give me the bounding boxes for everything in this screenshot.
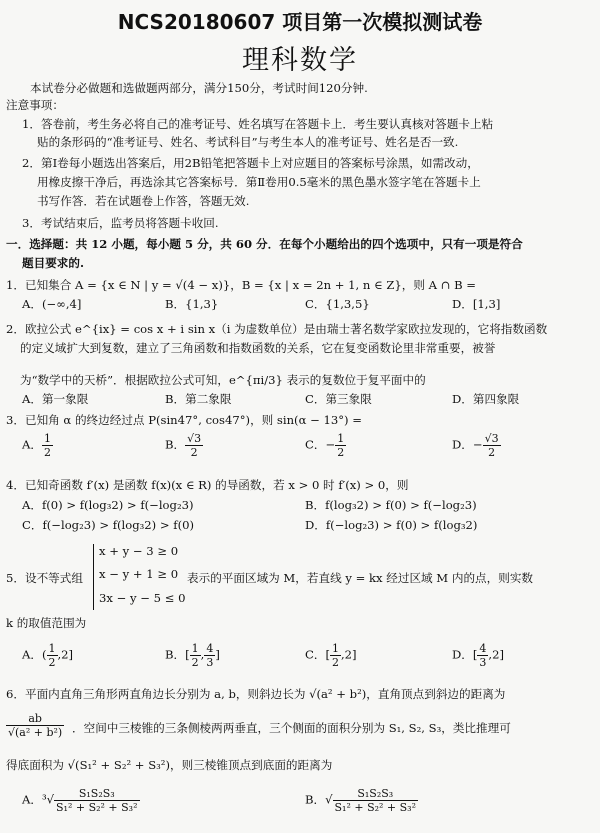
q5-option-c: C．[ $\frac{1}{2}$ ,2] — [305, 642, 357, 669]
q6-line: 得底面积为 √(S₁² + S₂² + S₃²)，则三棱锥顶点到底面的距离为 — [6, 758, 333, 772]
q6-option-a: A．³√ $\frac{\text{S₁S₂S₃}}{\text{S₁² + S₂² + S₃²}}$ — [22, 787, 138, 814]
intro-text: 本试卷分必做题和选做题两部分，满分150分，考试时间120分钟. — [30, 81, 368, 95]
q1-option-a: A．(−∞,4] — [22, 297, 82, 311]
section-heading-cont: 题目要求的. — [22, 256, 85, 270]
q5-inequality: x + y − 3 ≥ 0 — [99, 544, 179, 558]
notice-line: 2．第Ⅰ卷每小题选出答案后，用2B铅笔把答题卡上对应题目的答案标号涂黑，如需改动， — [22, 156, 479, 170]
q4-option-c: C．f(−log₂3) > f(log₃2) > f(0) — [22, 518, 195, 532]
q2-option-d: D．第四象限 — [452, 392, 520, 406]
notice-line: 书写作答．若在试题卷上作答，答题无效. — [37, 194, 250, 208]
q5-system-brace — [93, 544, 94, 610]
q5-option-a: A．( $\frac{1}{2}$ ,2] — [22, 642, 74, 669]
notice-line: 用橡皮擦干净后，再选涂其它答案标号．第Ⅱ卷用0.5毫米的黑色墨水签字笔在答题卡上 — [37, 175, 481, 189]
notice-line: 3．考试结束后，监考员将答题卡收回. — [22, 216, 219, 230]
notice-line: 贴的条形码的“准考证号、姓名、考试科目”与考生本人的准考证号、姓名是否一致. — [37, 135, 459, 149]
q1-option-c: C．{1,3,5} — [305, 297, 370, 311]
q5-option-b: B．[ $\frac{1}{2}$ , $\frac{4}{3}$ ] — [165, 642, 220, 669]
q2-option-b: B．第二象限 — [165, 392, 232, 406]
q6-line: 6．平面内直角三角形两直角边长分别为 a, b，则斜边长为 √(a² + b²)，直角顶点到斜边的距离为 — [6, 687, 506, 701]
q3-option-c: C．− $\frac{1}{2}$ — [305, 432, 345, 459]
q3-option-d: D．− $\frac{√3}{2}$ — [452, 432, 499, 459]
q5-inequality: 3x − y − 5 ≤ 0 — [99, 591, 186, 605]
q2-option-a: A．第一象限 — [22, 392, 89, 406]
q6-fraction: $\frac{ab}{\text{√(a² + b²)}}$ — [8, 712, 63, 739]
q6-line: ．空间中三棱锥的三条侧棱两两垂直，三个侧面的面积分别为 S₁, S₂, S₃，类比推理可 — [72, 721, 511, 735]
q2-line: 2．欧拉公式 e^{ix} = cos x + i sin x（i 为虚数单位）是由瑞士著名数学家欧拉发现的，它将指数函数 — [6, 322, 548, 336]
q1-option-b: B．{1,3} — [165, 297, 219, 311]
q4-stem: 4．已知奇函数 f′(x) 是函数 f(x)(x ∈ R) 的导函数，若 x > 0 时 f′(x) > 0，则 — [6, 478, 409, 492]
q5-suffix: 表示的平面区域为 M，若直线 y = kx 经过区域 M 内的点，则实数 — [187, 571, 534, 585]
q5-option-d: D．[ $\frac{4}{3}$ ,2] — [452, 642, 505, 669]
q3-option-b: B． $\frac{√3}{2}$ — [165, 432, 202, 459]
q1-stem: 1．已知集合 A = {x ∈ N | y = √(4 − x)}，B = {x | x = 2n + 1, n ∈ Z}，则 A ∩ B = — [6, 278, 477, 292]
notice-heading: 注意事项： — [6, 98, 64, 112]
q5-line2: k 的取值范围为 — [6, 616, 87, 630]
q2-option-c: C．第三象限 — [305, 392, 372, 406]
q2-line: 为“数学中的天桥”．根据欧拉公式可知，e^{πi/3} 表示的复数位于复平面中的 — [20, 373, 426, 387]
q5-inequality: x − y + 1 ≥ 0 — [99, 567, 179, 581]
q3-option-a: A． $\frac{1}{2}$ — [22, 432, 51, 459]
q5-prefix: 5．设不等式组 — [6, 571, 83, 585]
q2-line: 的定义域扩大到复数，建立了三角函数和指数函数的关系，它在复变函数论里非常重要，被誉 — [20, 341, 496, 355]
q4-option-a: A．f(0) > f(log₃2) > f(−log₂3) — [22, 498, 194, 512]
q1-option-d: D．[1,3] — [452, 297, 501, 311]
q4-option-b: B．f(log₃2) > f(0) > f(−log₂3) — [305, 498, 477, 512]
q3-stem: 3．已知角 α 的终边经过点 P(sin47°, cos47°)，则 sin(α − 13°) = — [6, 413, 362, 427]
q4-option-d: D．f(−log₂3) > f(0) > f(log₃2) — [305, 518, 478, 532]
subject-title: 理科数学 — [242, 45, 358, 76]
section-heading: 一．选择题：共 12 小题，每小题 5 分，共 60 分．在每个小题给出的四个选项中，只有一项是符合 — [6, 237, 523, 251]
q6-option-b: B．√ $\frac{\text{S₁S₂S₃}}{\text{S₁² + S₂² + S₃²}}$ — [305, 787, 417, 814]
notice-line: 1．答卷前，考生务必将自己的准考证号、姓名填写在答题卡上．考生要认真核对答题卡上粘 — [22, 117, 494, 131]
exam-title: NCS20180607 项目第一次模拟测试卷 — [117, 10, 483, 34]
